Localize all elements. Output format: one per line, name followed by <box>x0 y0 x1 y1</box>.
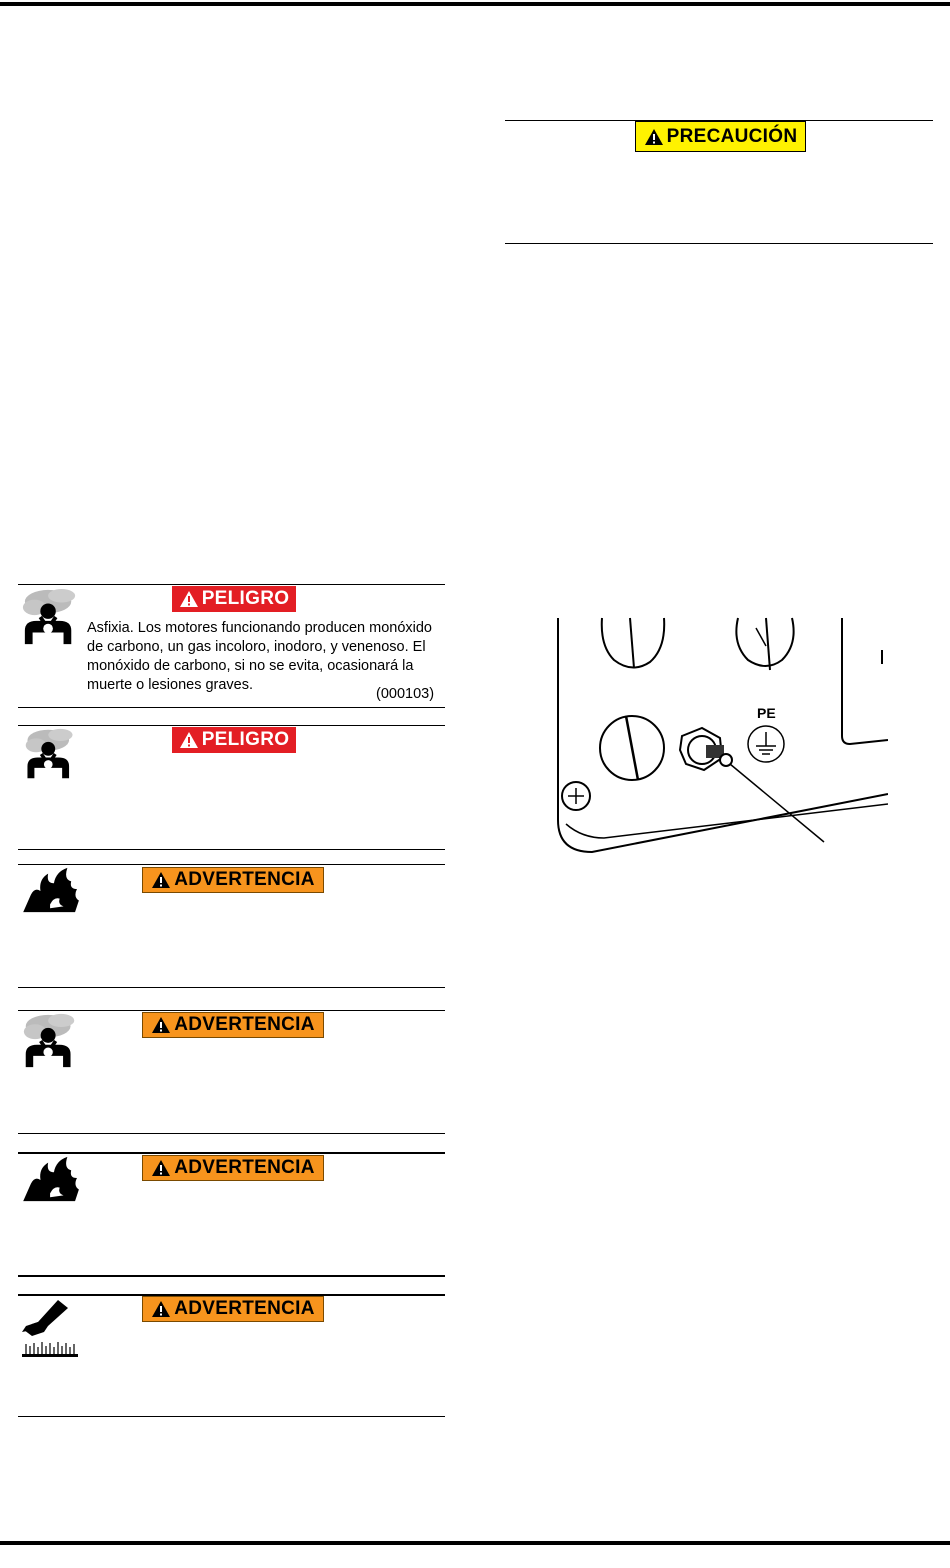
hazard-1-bottom-rule <box>18 707 445 708</box>
danger-badge <box>172 727 296 753</box>
warning-triangle-icon <box>644 128 664 146</box>
hot-surface-icon <box>18 1296 82 1360</box>
hazard-5-top-rule <box>18 1152 445 1154</box>
header-rule <box>0 2 950 6</box>
ground-terminal-illustration <box>552 614 888 864</box>
warning-triangle-icon <box>151 1300 171 1318</box>
warning-triangle-icon <box>179 731 199 749</box>
warning-label: ADVERTENCIA <box>174 1298 315 1319</box>
warning-label: ADVERTENCIA <box>174 1157 315 1178</box>
warning-triangle-icon <box>179 590 199 608</box>
hazard-1-code: (000103) <box>376 686 435 702</box>
warning-triangle-icon <box>151 1159 171 1177</box>
caution-label: PRECAUCIÓN <box>666 125 798 147</box>
asphyxiation-icon <box>18 728 82 780</box>
hazard-1-top-rule <box>18 584 445 585</box>
pe-label: PE <box>757 705 776 721</box>
hazard-2-top-rule <box>18 725 445 726</box>
asphyxiation-icon <box>18 588 82 646</box>
warning-badge <box>142 1296 324 1322</box>
fire-icon <box>20 1155 84 1203</box>
hazard-6-bottom-rule <box>18 1416 445 1417</box>
warning-triangle-icon <box>151 871 171 889</box>
hazard-5-bottom-rule <box>18 1275 445 1277</box>
hazard-3-bottom-rule <box>18 987 445 988</box>
asphyxiation-icon <box>18 1013 82 1069</box>
hazard-4-bottom-rule <box>18 1133 445 1134</box>
warning-label: ADVERTENCIA <box>174 1014 315 1035</box>
warning-triangle-icon <box>151 1016 171 1034</box>
warning-label: ADVERTENCIA <box>174 869 315 890</box>
danger-label: PELIGRO <box>201 588 290 609</box>
warning-badge <box>142 867 324 893</box>
hazard-3-top-rule <box>18 864 445 865</box>
caution-badge <box>635 121 806 152</box>
danger-label: PELIGRO <box>201 729 290 750</box>
hazard-4-top-rule <box>18 1010 445 1011</box>
hazard-1-text: Asfixia. Los motores funcionando producen monóxido de carbono, un gas incoloro, inodoro, y venenoso. El monóxido de carbono, si no se evita, ocasionará la muerte o lesiones graves. <box>87 620 432 693</box>
hazard-2-bottom-rule <box>18 849 445 850</box>
caution-bottom-rule <box>505 243 933 244</box>
fire-icon <box>20 866 84 914</box>
warning-badge <box>142 1012 324 1038</box>
warning-badge <box>142 1155 324 1181</box>
danger-badge <box>172 586 296 612</box>
footer-rule <box>0 1541 950 1545</box>
